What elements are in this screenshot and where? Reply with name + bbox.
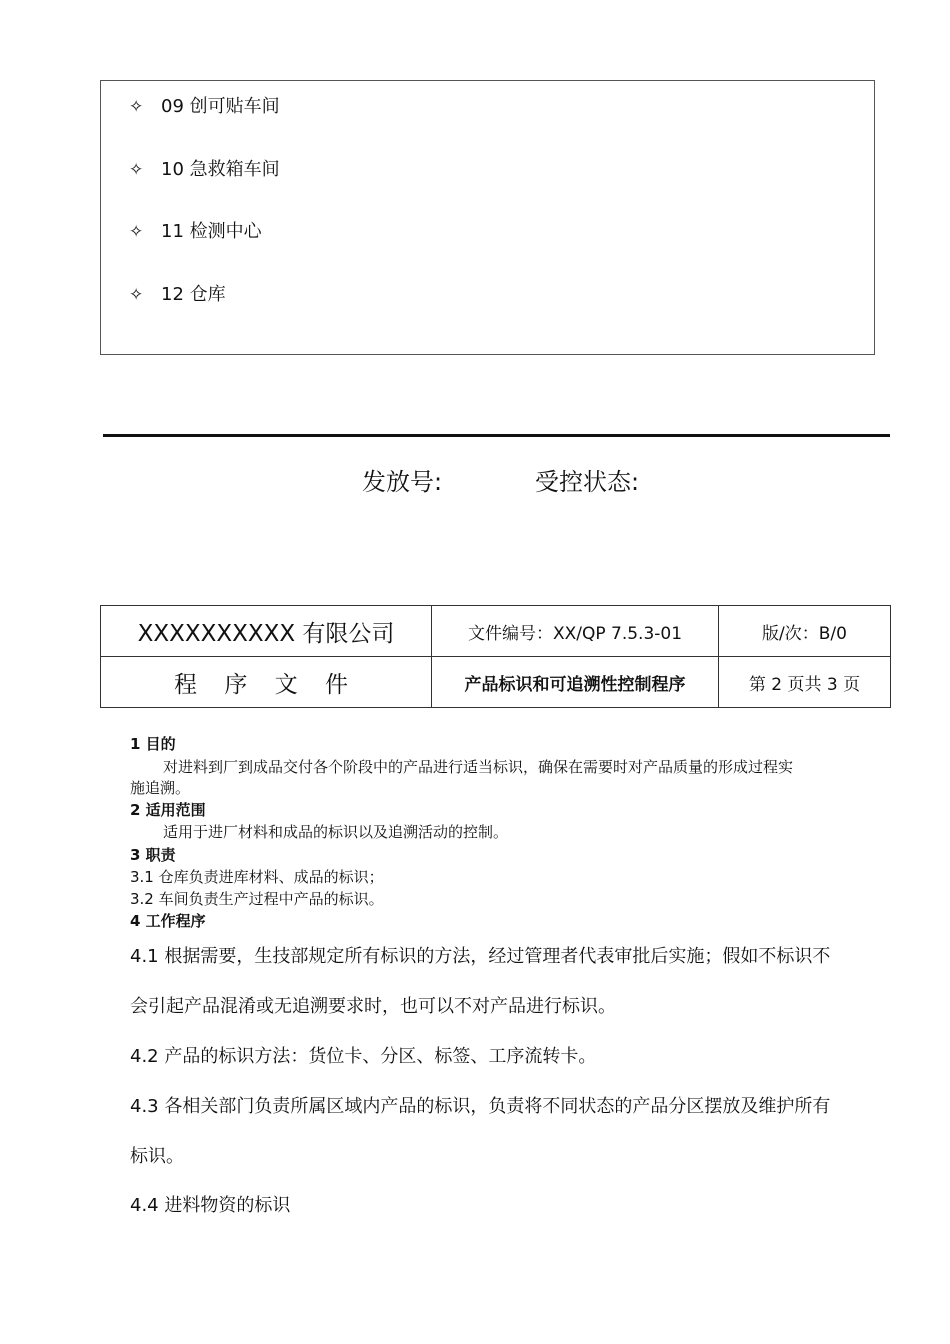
procedure-paragraph-continued: 会引起产品混淆或无追溯要求时，也可以不对产品进行标识。 <box>130 996 616 1017</box>
version: 版/次：B/0 <box>719 606 891 657</box>
procedure-paragraph: 4.4 进料物资的标识 <box>130 1195 291 1216</box>
diamond-star-icon: ✧ <box>129 160 144 180</box>
page-divider <box>103 434 890 437</box>
purpose-text-continued: 施追溯。 <box>130 779 191 797</box>
document-header-table <box>100 605 891 708</box>
list-item-text: 09 创可贴车间 <box>161 96 280 117</box>
control-status-label: 受控状态: <box>535 468 640 496</box>
procedure-paragraph: 4.2 产品的标识方法：货位卡、分区、标签、工序流转卡。 <box>130 1046 597 1067</box>
responsibility-item: 3.1 仓库负责进库材料、成品的标识； <box>130 868 384 886</box>
procedure-paragraph: 4.1 根据需要，生技部规定所有标识的方法，经过管理者代表审批后实施；假如不标识不 <box>130 946 831 967</box>
section-heading-responsibility: 3 职责 <box>130 846 176 864</box>
section-heading-scope: 2 适用范围 <box>130 801 206 819</box>
diamond-star-icon: ✧ <box>129 97 144 117</box>
list-item <box>129 283 226 307</box>
list-item <box>129 158 280 182</box>
section-heading-purpose: 1 目的 <box>130 735 176 753</box>
document-type: 程 序 文 件 <box>101 657 432 708</box>
procedure-paragraph: 4.3 各相关部门负责所属区域内产品的标识，负责将不同状态的产品分区摆放及维护所有 <box>130 1096 831 1117</box>
list-item <box>129 220 262 244</box>
list-item-text: 11 检测中心 <box>161 221 262 242</box>
procedure-paragraph-continued: 标识。 <box>130 1146 184 1167</box>
list-item-text: 10 急救箱车间 <box>161 159 280 180</box>
responsibility-item: 3.2 车间负责生产过程中产品的标识。 <box>130 890 384 908</box>
scope-text: 适用于进厂材料和成品的标识以及追溯活动的控制。 <box>163 823 509 841</box>
workshop-list-box <box>100 80 875 355</box>
company-name: XXXXXXXXXX 有限公司 <box>101 606 432 657</box>
list-item <box>129 95 280 119</box>
release-number-label: 发放号: <box>362 468 443 496</box>
list-item-text: 12 仓库 <box>161 284 226 305</box>
section-heading-procedure: 4 工作程序 <box>130 912 206 930</box>
document-number: 文件编号：XX/QP 7.5.3-01 <box>432 606 719 657</box>
page-info: 第 2 页共 3 页 <box>719 657 891 708</box>
diamond-star-icon: ✧ <box>129 222 144 242</box>
diamond-star-icon: ✧ <box>129 285 144 305</box>
purpose-text: 对进料到厂到成品交付各个阶段中的产品进行适当标识，确保在需要时对产品质量的形成过程实 <box>163 758 794 776</box>
document-title: 产品标识和可追溯性控制程序 <box>432 657 719 708</box>
